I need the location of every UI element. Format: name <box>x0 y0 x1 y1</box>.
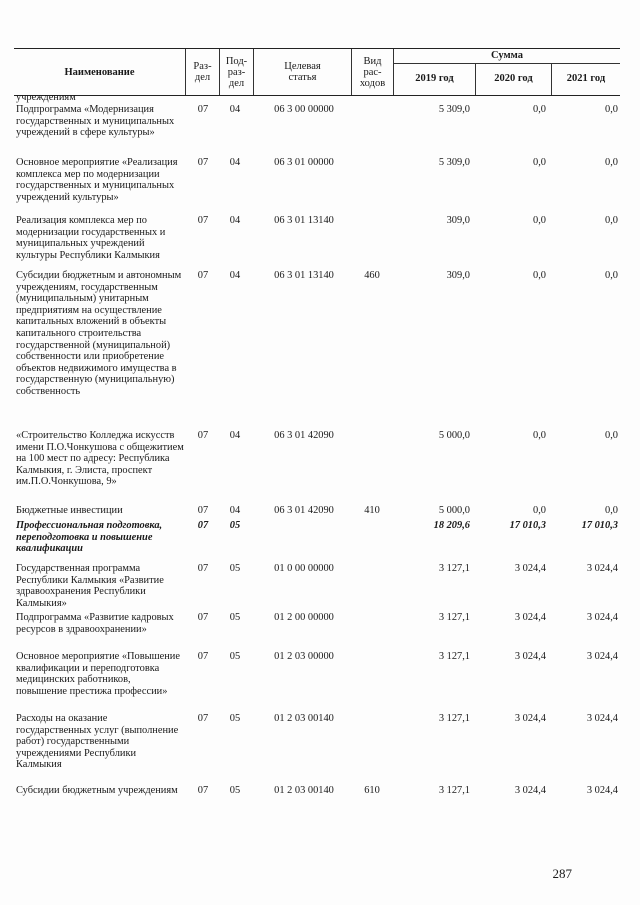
row-name: Субсидии бюджетным и автономным учреждениям, государственным (муниципальным) унитарным предприятиям на осуществление капитальных вложений в объекты капитального строительства государственной (муниципальной) собственности или приобретение объектов недвижимого имущества в государственную (муниципальную) собственность <box>16 270 182 397</box>
row-sum-2020: 3 024,4 <box>514 651 546 662</box>
row-podrazdel: 04 <box>229 430 241 441</box>
row-sum-2019: 3 127,1 <box>438 612 470 623</box>
row-sum-2021: 3 024,4 <box>586 713 618 724</box>
row-sum-2020: 0,0 <box>533 270 546 281</box>
header-razdel-text: Раз- дел <box>193 61 212 83</box>
row-sum-2020: 0,0 <box>533 505 546 516</box>
row-razdel: 07 <box>197 104 209 115</box>
row-sum-2019: 309,0 <box>446 270 470 281</box>
row-sum-2021: 3 024,4 <box>586 563 618 574</box>
row-sum-2020: 17 010,3 <box>509 520 546 531</box>
header-vid <box>352 49 394 95</box>
row-sum-2021: 0,0 <box>605 215 618 226</box>
row-name: Реализация комплекса мер по модернизации государственных и муниципальных учреждений культуры Республики Калмыкия <box>16 215 166 261</box>
row-podrazdel: 04 <box>229 505 241 516</box>
row-tselevaya: 06 3 01 42090 <box>274 505 334 516</box>
row-sum-2021: 0,0 <box>605 270 618 281</box>
row-name: Подпрограмма «Модернизация государственных и муниципальных учреждений в сфере культуры» <box>16 104 175 139</box>
header-podrazdel <box>220 49 254 95</box>
header-tselevaya-text: Целевая статья <box>284 61 321 83</box>
row-podrazdel: 05 <box>229 612 241 623</box>
row-vid: 610 <box>364 785 380 796</box>
row-name: Основное мероприятие «Реализация комплекса мер по модернизации государственных и муниципальных учреждений культуры» <box>16 157 178 203</box>
row-name: учреждениям <box>16 92 76 103</box>
row-sum-2019: 3 127,1 <box>438 713 470 724</box>
row-sum-2021: 3 024,4 <box>586 785 618 796</box>
row-razdel: 07 <box>197 157 209 168</box>
row-sum-2019: 3 127,1 <box>438 651 470 662</box>
row-razdel: 07 <box>197 215 209 226</box>
row-razdel: 07 <box>197 563 209 574</box>
row-tselevaya: 06 3 01 13140 <box>274 270 334 281</box>
header-year-2020: 2020 год <box>476 63 552 95</box>
row-tselevaya: 01 2 00 00000 <box>274 612 334 623</box>
row-razdel: 07 <box>197 430 209 441</box>
row-sum-2021: 0,0 <box>605 505 618 516</box>
row-razdel: 07 <box>197 505 209 516</box>
row-sum-2019: 5 000,0 <box>438 430 470 441</box>
row-name: Бюджетные инвестиции <box>16 505 123 516</box>
row-sum-2021: 3 024,4 <box>586 612 618 623</box>
header-razdel <box>186 49 220 95</box>
row-sum-2019: 5 309,0 <box>438 104 470 115</box>
row-razdel: 07 <box>197 651 209 662</box>
header-year-2021: 2021 год <box>566 73 606 84</box>
row-podrazdel: 05 <box>229 520 241 531</box>
row-sum-2021: 3 024,4 <box>586 651 618 662</box>
header-podrazdel-text: Под- раз- дел <box>225 55 248 89</box>
header-vid-text: Вид рас- ходов <box>359 55 386 89</box>
row-name: Субсидии бюджетным учреждениям <box>16 785 178 796</box>
row-name: «Строительство Колледжа искусств имени П.О.Чонкушова с общежитием на 100 мест по адресу: Республика Калмыкия, г. Элиста, проспект им.П.О.Чонкушова, 9» <box>16 430 184 488</box>
row-podrazdel: 05 <box>229 563 241 574</box>
row-sum-2020: 3 024,4 <box>514 563 546 574</box>
row-sum-2020: 3 024,4 <box>514 785 546 796</box>
row-razdel: 07 <box>197 270 209 281</box>
row-tselevaya: 06 3 01 00000 <box>274 157 334 168</box>
row-sum-2019: 18 209,6 <box>433 520 470 531</box>
row-sum-2019: 5 000,0 <box>438 505 470 516</box>
row-podrazdel: 05 <box>229 785 241 796</box>
row-tselevaya: 01 2 03 00140 <box>274 713 334 724</box>
row-sum-2021: 0,0 <box>605 104 618 115</box>
row-vid: 460 <box>364 270 380 281</box>
row-tselevaya: 01 2 03 00000 <box>274 651 334 662</box>
row-sum-2020: 3 024,4 <box>514 612 546 623</box>
row-sum-2021: 17 010,3 <box>581 520 618 531</box>
row-tselevaya: 06 3 01 13140 <box>274 215 334 226</box>
row-podrazdel: 04 <box>229 270 241 281</box>
row-sum-2019: 3 127,1 <box>438 785 470 796</box>
row-tselevaya: 06 3 01 42090 <box>274 430 334 441</box>
row-sum-2019: 309,0 <box>446 215 470 226</box>
row-name: Подпрограмма «Развитие кадровых ресурсов в здравоохранении» <box>16 612 174 635</box>
row-podrazdel: 04 <box>229 157 241 168</box>
row-podrazdel: 04 <box>229 104 241 115</box>
header-name: Наименование <box>14 49 186 95</box>
row-name: Государственная программа Республики Калмыкия «Развитие здравоохранения Республики Калмыкия» <box>16 563 164 609</box>
row-sum-2019: 3 127,1 <box>438 563 470 574</box>
header-year-2019: 2019 год <box>394 63 476 95</box>
row-sum-2020: 0,0 <box>533 157 546 168</box>
row-name: Профессиональная подготовка, переподготовка и повышение квалификации <box>16 520 163 555</box>
row-razdel: 07 <box>197 713 209 724</box>
row-podrazdel: 04 <box>229 215 241 226</box>
row-podrazdel: 05 <box>229 713 241 724</box>
row-sum-2021: 0,0 <box>605 157 618 168</box>
row-sum-2020: 0,0 <box>533 104 546 115</box>
row-razdel: 07 <box>197 520 209 531</box>
row-sum-2019: 5 309,0 <box>438 157 470 168</box>
table-header <box>14 48 620 96</box>
row-razdel: 07 <box>197 785 209 796</box>
row-sum-2020: 0,0 <box>533 430 546 441</box>
row-tselevaya: 06 3 00 00000 <box>274 104 334 115</box>
row-vid: 410 <box>364 505 380 516</box>
row-podrazdel: 05 <box>229 651 241 662</box>
row-razdel: 07 <box>197 612 209 623</box>
row-name: Основное мероприятие «Повышение квалификации и переподготовка медицинских работников, повышение престижа профессии» <box>16 651 180 697</box>
row-name: Расходы на оказание государственных услуг (выполнение работ) государственными учреждениями Республики Калмыкия <box>16 713 179 771</box>
page-number: 287 <box>552 866 572 881</box>
row-tselevaya: 01 0 00 00000 <box>274 563 334 574</box>
row-tselevaya: 01 2 03 00140 <box>274 785 334 796</box>
header-summa: Сумма <box>394 49 620 64</box>
row-sum-2020: 3 024,4 <box>514 713 546 724</box>
row-sum-2021: 0,0 <box>605 430 618 441</box>
header-tselevaya <box>254 49 352 95</box>
row-sum-2020: 0,0 <box>533 215 546 226</box>
